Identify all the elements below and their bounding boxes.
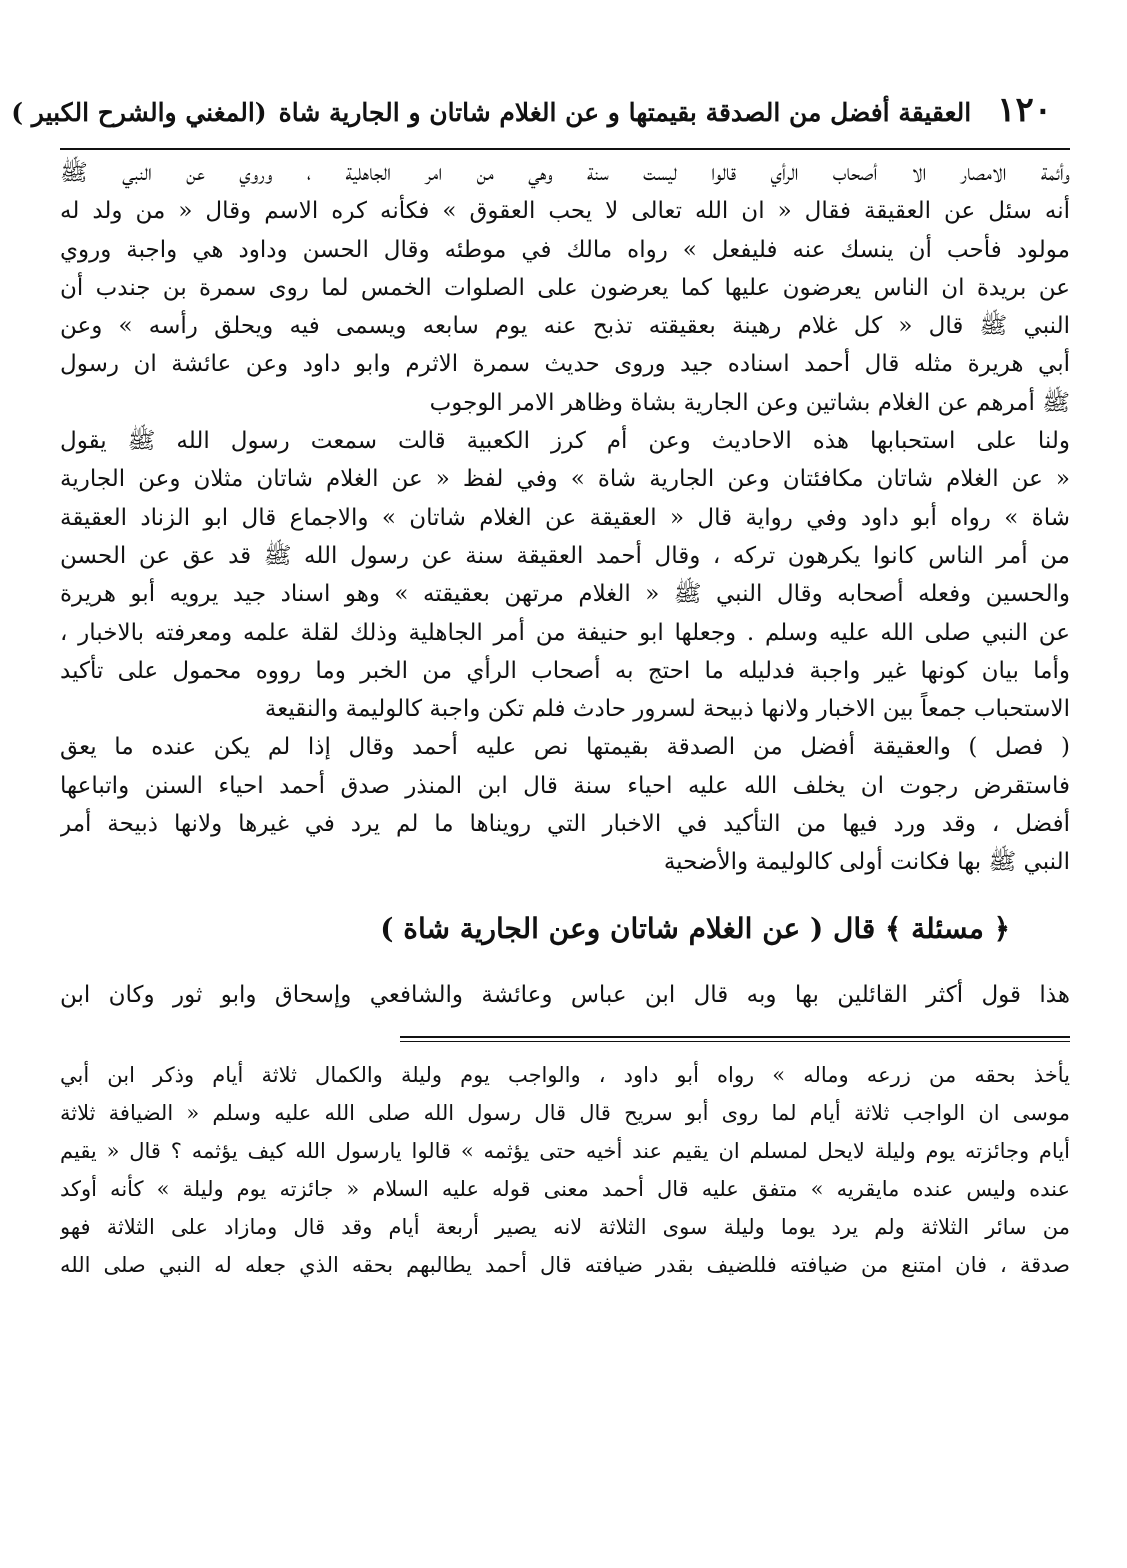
body-line: وأئمة الامصار الا أصحاب الرأي قالوا ليست سنة وهي من امر الجاهلية ، وروي عن النبي ﷺ: [60, 160, 1070, 186]
body-line: أنه سئل عن العقيقة فقال « ان الله تعالى لا يحب العقوق » فكأنه كره الاسم وقال « من ولد له: [60, 198, 1070, 225]
body-line: « عن الغلام شاتان مكافئتان وعن الجارية شاة » وفي لفظ « عن الغلام شاتان مثلان وعن الجارية: [60, 466, 1070, 493]
masala-heading: ﴿ مسئلة ﴾ قال ( عن الغلام شاتان وعن الجارية شاة ): [380, 911, 1010, 945]
body-line: عن بريدة ان الناس يعرضون عليها كما يعرضون على الصلوات الخمس لما روى سمرة بن جندب أن: [60, 274, 1070, 301]
body-line: الاستحباب جمعاً بين الاخبار ولانها ذبيحة لسرور حادث فلم تكن واجبة كالوليمة والنقيعة: [264, 696, 1070, 723]
masala-text-line: هذا قول أكثر القائلين بها وبه قال ابن عباس وعائشة والشافعي وإسحاق وابو ثور وكان ابن: [60, 981, 1070, 1008]
page-header: [11, 90, 1070, 150]
body-line: النبي ﷺ بها فكانت أولى كالوليمة والأضحية: [663, 849, 1070, 876]
body-line: والحسين وفعله أصحابه وقال النبي ﷺ « الغلام مرتهن بعقيقته » وهو اسناد جيد يرويه أبو هريرة: [60, 581, 1070, 608]
body-line: شاة » رواه أبو داود وفي رواية قال « العقيقة عن الغلام شاتان » والاجماع قال ابو الزناد العقيقة: [60, 504, 1070, 531]
body-line: ( فصل ) والعقيقة أفضل من الصدقة بقيمتها نص عليه أحمد وقال إذا لم يكن عنده ما يعق: [60, 734, 1070, 761]
body-line: النبي ﷺ قال « كل غلام رهينة بعقيقته تذبح عنه يوم سابعه ويسمى فيه ويحلق رأسه » وعن: [60, 313, 1070, 340]
body-line: مولود فأحب أن ينسك عنه فليفعل » رواه مالك في موطئه وقال الحسن وداود هي واجبة وروي: [60, 236, 1070, 263]
footnote-line: أيام وجائزته يوم وليلة لايحل لمسلم ان يقيم عند أخيه حتى يؤثمه » قالوا يارسول الله كيف يؤثمه ؟ قال « يقيم: [60, 1138, 1070, 1163]
body-line: أبي هريرة مثله قال أحمد اسناده جيد وروى حديث سمرة الاثرم وابو داود وعن عائشة ان رسول: [60, 351, 1070, 378]
book-page: [11, 90, 1070, 1284]
footnote-divider: [400, 1036, 1070, 1038]
source-title: (المغني والشرح الكبير ): [11, 98, 267, 127]
footnotes: [60, 1056, 1070, 1284]
footnote-line: يأخذ بحقه من زرعه وماله » رواه أبو داود ، والواجب يوم وليلة والكمال ثلاثة أيام وذكر ابن أبي: [60, 1062, 1070, 1087]
body-line: ﷺ أمرهم عن الغلام بشاتين وعن الجارية بشاة وظاهر الامر الوجوب: [429, 389, 1070, 416]
footnote-divider-thin: [400, 1041, 1070, 1042]
footnote-line: موسى ان الواجب ثلاثة أيام لما روى أبو سريح قال قال رسول الله صلى الله عليه وسلم « الضيافة ثلاثة: [60, 1100, 1070, 1125]
body-line: فاستقرض رجوت ان يخلف الله عليه احياء سنة قال ابن المنذر صدق أحمد احياء السنن واتباعها: [60, 772, 1070, 799]
body-line: من أمر الناس كانوا يكرهون تركه ، وقال أحمد العقيقة سنة عن رسول الله ﷺ قد عق عن الحسن: [60, 542, 1070, 569]
body-line: عن النبي صلى الله عليه وسلم . وجعلها ابو حنيفة من أمر الجاهلية وذلك لقلة علمه ومعرفته بالاخبار ،: [60, 619, 1070, 646]
footnote-line: من سائر الثلاثة ولم يرد يوما وليلة سوى الثلاثة لانه يصير أربعة أيام وقد قال ومازاد على الثلاثة فهو: [60, 1214, 1070, 1239]
footnote-line: صدقة ، فان امتنع من ضيافته فللضيف بقدر ضيافته قال أحمد يطالبهم بحقه الذي جعله له النبي صلى الله: [60, 1252, 1070, 1277]
footnote-line: عنده وليس عنده مايقريه » متفق عليه قال أحمد معنى قوله عليه السلام « جائزته يوم وليلة » كأنه أوكد: [60, 1176, 1070, 1201]
body-line: أفضل ، وقد ورد فيها من التأكيد في الاخبار التي رويناها ما لم يرد في غيرها ولانها ذبيحة أمر: [60, 811, 1070, 838]
body-line: ولنا على استحبابها هذه الاحاديث وعن أم كرز الكعبية قالت سمعت رسول الله ﷺ يقول: [60, 428, 1070, 455]
running-title: العقيقة أفضل من الصدقة بقيمتها و عن الغلام شاتان و الجارية شاة: [278, 98, 972, 127]
page-number: ١٢٠: [997, 90, 1052, 130]
main-text: [60, 154, 1070, 882]
body-line: وأما بيان كونها غير واجبة فدليله ما احتج به أصحاب الرأي من الخبر وما رووه محمول على تأكيد: [60, 657, 1070, 684]
